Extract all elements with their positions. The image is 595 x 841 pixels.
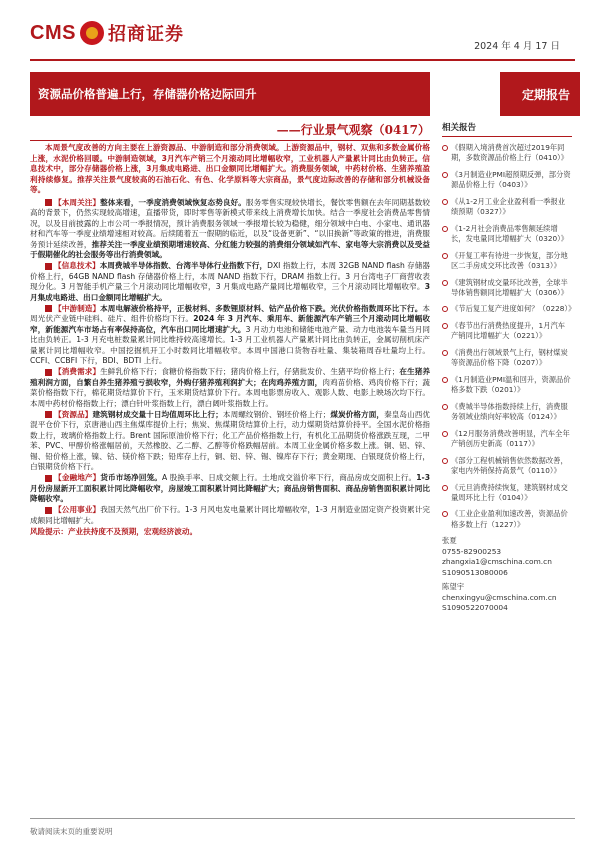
logo-emblem-icon [80,21,104,45]
bullet-icon [442,280,448,286]
analyst-name: 陈望宇 [442,582,465,592]
logo-chinese-text: 招商证券 [107,24,184,45]
section-body-continued: 肉鸡苗价格、鸡肉价格下行；蔬菜价格指数下行，棉花期货结算价下行，玉米期货结算价下行。本周电影票房收入、观影人数、电影上映场次均下行。本周中药材价格指数上行；漂白针叶浆指数上行，漂白阔叶浆指数上行。 [30,377,430,408]
analyst-phone: 0755-82900253 [442,546,502,556]
section-lead: 货币市场净回笼。 [100,473,162,483]
footer-divider [30,818,575,819]
section-tag: 【公用事业】 [54,505,101,515]
section-tag: 【本周关注】 [54,197,101,207]
related-report-title: 《3月制造业PMI超预期反弹，部分资源品价格上行（0403）》 [451,169,571,190]
analyst-cert: S1090513080006 [442,567,508,577]
related-reports-sidebar [442,121,577,811]
section-body: 生鲜乳价格下行；食糖价格指数下行；猪肉价格上行，仔猪批发价、生猪平均价格上行； [100,367,400,377]
section-lead: 本周电解液价格持平，正极材料、多数锂原材料、钴产品价格下跌。光伏价格指数周环比下行。 [100,303,423,313]
section-consumer-demand [30,367,430,409]
section-highlight: 2024 年 3 月汽车、乘用车、新能源汽车产销三个月滚动同比增幅收窄，新能源汽车市场占有率保持高位，汽车出口同比增速扩大。 [30,314,430,334]
bullet-icon [442,350,448,356]
bullet-icon [442,172,448,178]
related-report-link[interactable] [442,483,577,503]
section-conclusion: 3 月集成电路进、出口金额同比增幅扩大。 [30,282,430,302]
bullet-icon [442,253,448,259]
section-bullet-icon [45,305,52,312]
related-report-link[interactable] [442,348,577,368]
section-conclusion: 推荐关注一季度业绩预期增速较高、分红能力较强的消费细分领域如汽车、家电等大宗消费以及受益于假期催化的社会服务等出行消费领域。 [30,239,430,260]
bullet-icon [442,226,448,232]
summary-paragraph: 本周景气度改善的方向主要在上游资源品、中游制造和部分消费领域。上游资源品中，钢材、双焦和多数金属价格上涨，水泥价格回暖。中游制造领域，3月汽车产销三个月滚动同比增幅收窄，工业机器人产量累计同比由负转正。信息技术中，部分存储器价格上涨，3月集成电路进、出口金额同比增幅扩大。消费服务领域，中药材价格、生猪养殖盈利持续修复。推荐关注景气度较高的石油石化、有色、化学原料等大宗商品，景气度边际改善的存储和部分机械设备等。 [30,143,430,195]
related-report-title: 《元旦消费持续恢复，建筑钢材成交量周环比上行（0104）》 [451,482,568,502]
bullet-icon [442,458,448,464]
related-report-title: 《1月制造业PMI温和回升，资源品价格多数下跌（0201）》 [451,374,571,395]
section-body-continued: 秦皇岛山西优混平仓价下行，京唐港山西主焦煤库提价上行；焦炭、焦煤期货结算价上行，动力煤期货结算价持平。全国水泥价格指数上行，玻璃价格指数上行。Brent 国际原油价格下行；化工产品价格指数上行，有机化工品期货价格涨跌互现，二甲苯、PVC、甲醇价格涨幅居前，天然橡胶、乙二醇、乙醇等价格跌幅居前。本周工业金属价格多数上涨。铜、铝、锌、锡、铅价格上涨，镍、钴、镁价格下跌；铅库存上行，铜、铝、锌、锡、镍库存下行；黄金期现、白银现货价格上行，白银期货价格下行。 [30,409,430,472]
section-weekly-focus [30,198,430,261]
bullet-icon [442,485,448,491]
related-report-title: 《假期入境消费首次超过2019年同期，多数资源品价格上行（0410）》 [451,143,569,163]
related-report-link[interactable] [442,509,577,529]
section-body: 服务零售实现较快增长，餐饮零售额在去年同期基数较高的背景下，仍然实现较高增速，直播带货，即时零售等新模式带来线上消费增长加快。结合一季度社会消费品零售情况，以及目前披露的上市公司一季报情况，预计消费服务领域一季报增长较为稳健，细分领域中白电、小家电、通讯器材和汽车等一季度业绩增速相对较高。后续随着五一假期的临近，以及“设备更新”、“以旧换新”等政策的推进，消费服务预计延续改善， [30,197,430,249]
section-tag: 【信息技术】 [54,261,100,271]
section-bullet-icon [45,411,52,418]
report-subtitle: ——行业景气观察（0417） [276,123,430,137]
company-logo [30,18,184,48]
related-report-link[interactable] [442,456,577,476]
related-report-link[interactable] [442,251,577,271]
related-report-title: 《12月服务消费改善明显，汽车全年产销创历史新高（0117）》 [451,428,570,448]
bullet-icon [442,323,448,329]
bullet-icon [442,306,448,312]
related-report-link[interactable] [442,429,577,449]
section-lead: 建筑钢材成交量十日均值周环比上行； [92,409,223,419]
related-report-link[interactable] [442,224,577,244]
bullet-icon [442,145,448,151]
related-report-link[interactable] [442,170,577,190]
bullet-icon [442,431,448,437]
related-reports-heading: 相关报告 [442,121,572,137]
report-date: 2024 年 4 月 17 日 [474,41,560,52]
section-body: 我国天然气出厂价下行。1-3 月风电发电量累计同比增幅收窄，1-3 月制造业固定资产投资累计完成额同比增幅扩大。 [30,505,430,525]
section-lead: 整体来看，一季度消费领域恢复态势良好。 [100,197,246,207]
related-report-title: 《1-2月社会消费品零售额延续增长，发电量同比增幅扩大（0320）》 [451,223,569,243]
subtitle-divider [30,140,430,141]
related-report-link[interactable] [442,321,577,341]
section-body: A 股换手率、日成交额上行。土地成交溢价率下行，商品房成交面积上行。 [161,473,417,483]
related-report-title: 《消费出行领域景气上行，钢材煤炭等资源品价格下降（0207）》 [451,348,568,368]
related-report-link[interactable] [442,278,577,298]
analyst-card [442,536,577,578]
bullet-icon [442,377,448,383]
report-type-label: 定期报告 [521,88,570,102]
bullet-icon [442,199,448,205]
risk-warning: 风险提示：产业扶持度不及预期，宏观经济波动。 [30,527,198,537]
section-bullet-icon [45,507,52,514]
section-body: 本周螺纹钢价、钢坯价格上行； [222,409,331,419]
related-report-title: 《从1-2月工业企业盈利看一季报业绩预期（0327）》 [451,196,566,217]
section-bullet-icon [45,475,52,482]
logo-cms-text: CMS [30,21,76,44]
related-report-title: 《节后复工复产进度如何？（0228）》 [451,304,576,314]
related-report-title: 《费城半导体指数持续上行，消费服务领域业绩向好率较高（0124）》 [451,401,568,422]
section-bullet-icon [45,263,52,270]
analyst-card [442,582,577,614]
report-title: 资源品价格普遍上行，存储器价格边际回升 [38,87,257,101]
section-lead: 本周费城半导体指数、台湾半导体行业指数下行， [99,261,268,271]
title-banner [30,72,430,116]
analyst-name: 张夏 [442,536,457,546]
related-report-link[interactable] [442,402,577,422]
section-midstream-manufacturing [30,304,430,367]
related-report-title: 《工业企业盈利加速改善，资源品价格多数上行（1227）》 [451,509,568,529]
related-report-link[interactable] [442,143,577,163]
analyst-cert: S1090522070004 [442,603,508,613]
section-highlight: 在生猪养殖利润方面，自繁自养生猪养殖亏损收窄，外购仔猪养殖利润扩大；在肉鸡养殖方面， [30,367,430,387]
section-tag: 【资源品】 [54,409,93,419]
analyst-email[interactable]: chenxingyu@cmschina.com.cn [442,592,557,602]
related-report-title: 《开复工率有待进一步恢复，部分地区二手房成交环比改善（0313）》 [451,250,568,270]
analyst-contacts [442,536,577,614]
related-report-title: 《建筑钢材成交量环比改善，全球半导体销售额同比增幅扩大（0306）》 [451,277,569,297]
bullet-icon [442,404,448,410]
related-report-link[interactable] [442,375,577,395]
section-info-tech [30,261,430,303]
related-reports-list [442,143,577,530]
header-divider [30,59,575,61]
section-tag: 【中游制造】 [54,303,101,313]
footer-disclaimer: 敬请阅读末页的重要说明 [30,827,113,836]
section-highlight: 煤炭价格方面， [330,409,385,419]
related-report-link[interactable] [442,197,577,217]
bullet-icon [442,511,448,517]
section-bullet-icon [45,199,52,206]
section-resources [30,410,430,473]
section-utilities [30,505,430,526]
report-type-banner [500,72,580,116]
page-header [30,16,570,56]
section-tag: 【消费需求】 [54,367,101,377]
related-report-link[interactable] [442,304,577,314]
section-body: 本周光伏产业链中硅料、硅片、组件价格均下行。 [30,303,430,324]
related-report-title: 《春节出行消费热度提升，1月汽车产销同比增幅扩大（0221）》 [451,321,566,341]
analyst-email[interactable]: zhangxia1@cmschina.com.cn [442,557,552,567]
section-body: DXI 指数上行，本周 32GB NAND flash 存储器价格上行，64GB NAND flash 存储器价格上行，本周 NAND 指数下行，DRAM 指数上行。3 月台湾电子厂商营收表现分化。3 月智能手机产量三个月滚动同比增幅收窄，3 月集成电路产量同比增幅收窄，三个月滚动同比增幅收窄。 [30,261,430,292]
main-content [30,143,430,808]
section-highlight: 1-3 月份房屋新开工面积累计同比降幅收窄，房屋竣工面积累计同比降幅扩大；商品房销售面积、商品房销售面积累计同比降幅收窄。 [30,473,430,504]
related-report-title: 《部分工程机械销售依然数据改善，家电内外销保持高景气（0110）》 [451,455,568,475]
section-bullet-icon [45,369,52,376]
section-body-continued: 3 月动力电池和储能电池产量、动力电池装车量当月同比由负转正。1-3 月充电桩数量累计同比维持较高速增长。1-3 月工业机器人产量累计同比由负转正，金属切削机床产量累计同比增幅收窄。中国挖掘机开工小时数同比增幅收窄。本周中国港口货物吞吐量、集装箱周吞吐量均上行。CCFI、CCBFI 下行，BDI、BDTI 上行。 [30,324,430,366]
section-tag: 【金融地产】 [54,473,101,483]
section-finance-real-estate [30,473,430,505]
